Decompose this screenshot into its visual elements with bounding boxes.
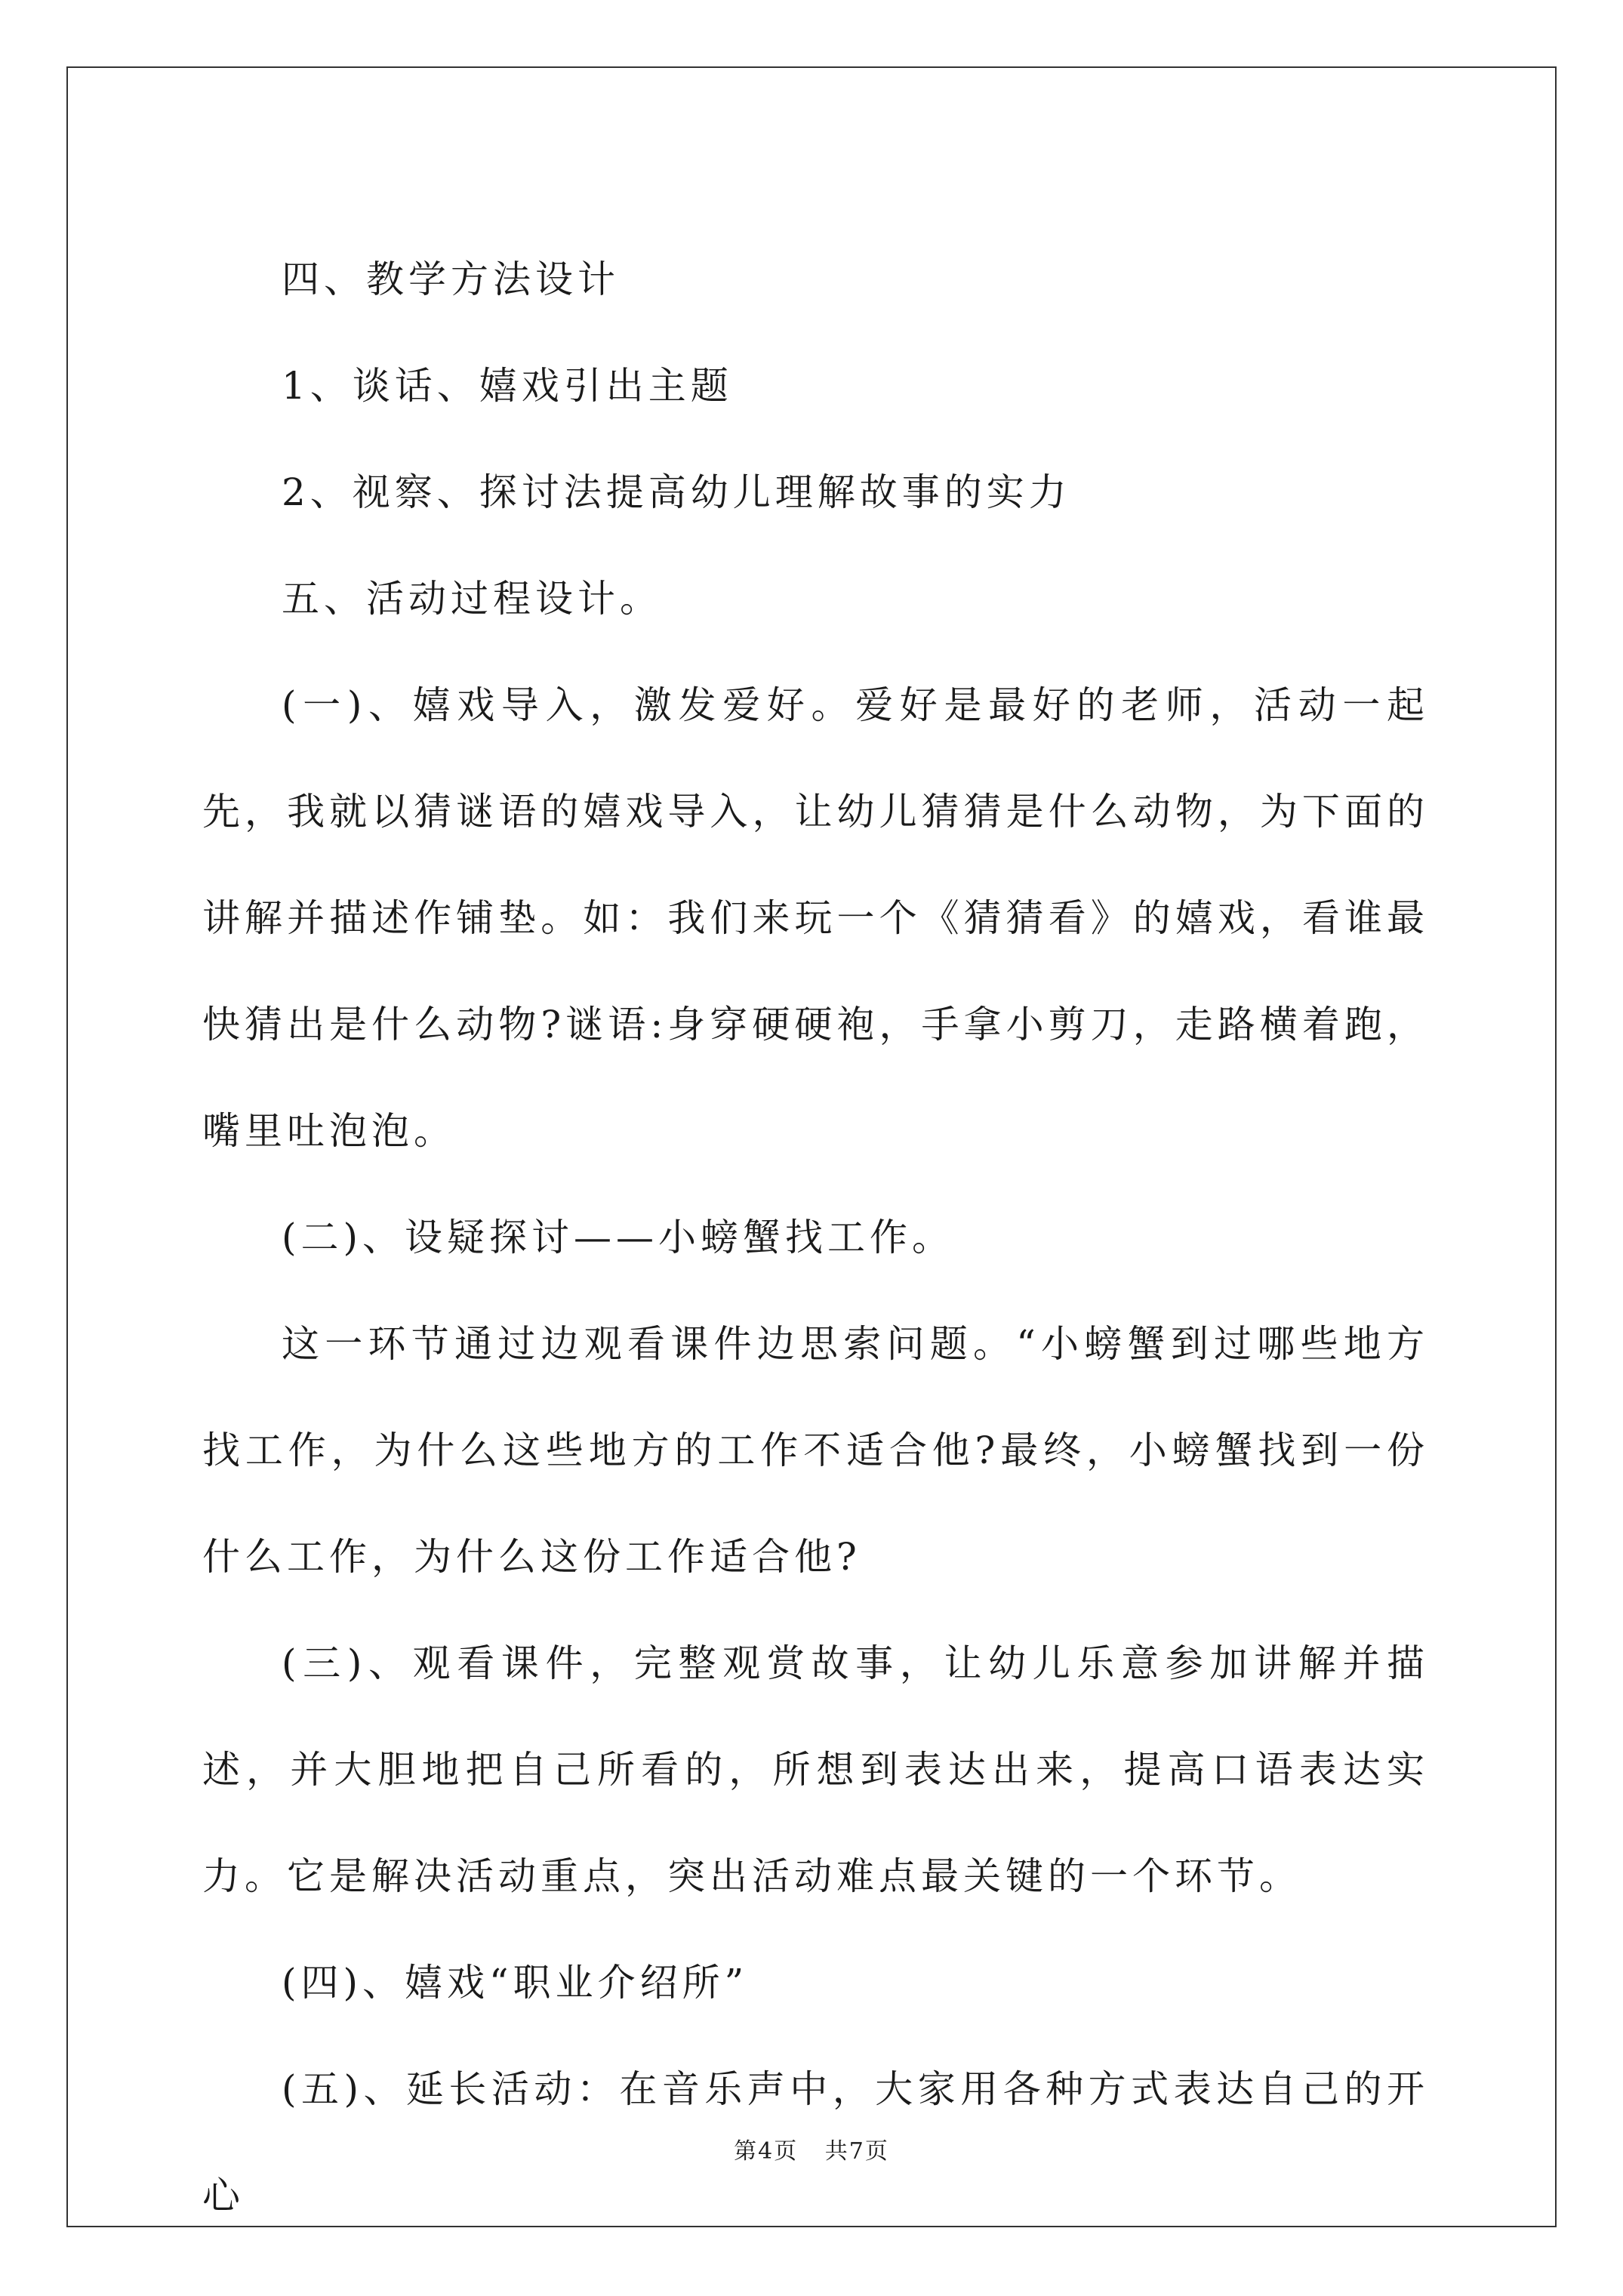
heading-activity-process: 五、活动过程设计。 xyxy=(282,577,662,621)
paragraph-step-2-detail: 这一环节通过边观看课件边思索问题。“小螃蟹到过哪些地方找工作，为什么这些地方的工作不适合他?最终，小螃蟹找到一份什么工作，为什么这份工作适合他? xyxy=(202,1322,1429,1579)
page-number-total: 共7页 xyxy=(824,2138,889,2165)
paragraph-step-3: (三)、观看课件，完整观赏故事，让幼儿乐意参加讲解并描述，并大胆地把自己所看的，所想到表达出来，提高口语表达实力。它是解决活动重点，突出活动难点最关键的一个环节。 xyxy=(202,1641,1429,1898)
heading-teaching-methods: 四、教学方法设计 xyxy=(282,257,620,301)
paragraph-step-2: (二)、设疑探讨——小螃蟹找工作。 xyxy=(282,1216,955,1259)
list-item-method-2: 2、视察、探讨法提高幼儿理解故事的实力 xyxy=(282,470,1071,514)
page-number-current: 第4页 xyxy=(734,2138,799,2165)
document-body xyxy=(202,227,1429,2249)
paragraph-step-5: (五)、延长活动：在音乐声中，大家用各种方式表达自己的开心 xyxy=(202,2067,1429,2217)
list-item-method-1: 1、谈话、嬉戏引出主题 xyxy=(282,364,733,408)
paragraph-step-4: (四)、嬉戏“职业介绍所” xyxy=(282,1961,749,2005)
paragraph-step-1: (一)、嬉戏导入，激发爱好。爱好是最好的老师，活动一起先，我就以猜谜语的嬉戏导入，让幼儿猜猜是什么动物，为下面的讲解并描述作铺垫。如：我们来玩一个《猜猜看》的嬉戏，看谁最快猜出是什么动物?谜语:身穿硬硬袍，手拿小剪刀，走路横着跑，嘴里吐泡泡。 xyxy=(202,683,1429,1153)
page-footer xyxy=(0,2132,1623,2165)
